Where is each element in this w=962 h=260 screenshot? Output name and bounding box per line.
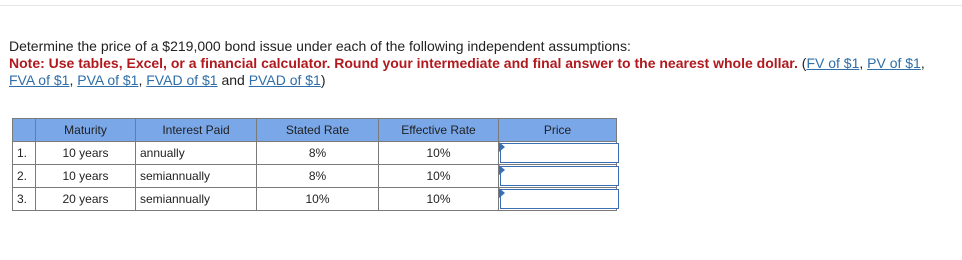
paren-open: ( bbox=[801, 55, 807, 71]
header-interest-paid: Interest Paid bbox=[136, 119, 257, 142]
link-separator: , bbox=[138, 72, 147, 88]
header-stated-rate: Stated Rate bbox=[257, 119, 379, 142]
question-note: Note: Use tables, Excel, or a financial calculator. Round your intermediate and final answer to the nearest whole dollar. bbox=[9, 55, 798, 71]
effective-rate-cell: 10% bbox=[379, 165, 499, 188]
table-row bbox=[13, 142, 617, 165]
stated-rate-cell: 10% bbox=[257, 188, 379, 211]
header-effective-rate: Effective Rate bbox=[379, 119, 499, 142]
link-separator: , bbox=[859, 55, 868, 71]
answer-flag-icon bbox=[499, 188, 505, 198]
link-fv-of-1[interactable]: FV of $1 bbox=[806, 55, 860, 71]
header-maturity: Maturity bbox=[36, 119, 136, 142]
header-price: Price bbox=[499, 119, 617, 142]
bond-table bbox=[12, 118, 617, 211]
stated-rate-cell: 8% bbox=[257, 165, 379, 188]
table-header-row bbox=[13, 119, 617, 142]
table-row bbox=[13, 165, 617, 188]
link-pv-of-1[interactable]: PV of $1 bbox=[867, 55, 921, 71]
row-number: 1. bbox=[13, 142, 36, 165]
link-and: and bbox=[217, 72, 249, 88]
effective-rate-cell: 10% bbox=[379, 188, 499, 211]
answer-flag-icon bbox=[499, 142, 505, 152]
price-cell bbox=[499, 165, 617, 188]
price-cell bbox=[499, 142, 617, 165]
link-fva-of-1[interactable]: FVA of $1 bbox=[9, 72, 70, 88]
interest-paid-cell: semiannually bbox=[136, 165, 257, 188]
link-separator: , bbox=[920, 55, 925, 71]
interest-paid-cell: annually bbox=[136, 142, 257, 165]
top-divider bbox=[0, 5, 962, 6]
link-fvad-of-1[interactable]: FVAD of $1 bbox=[146, 72, 218, 88]
stated-rate-cell: 8% bbox=[257, 142, 379, 165]
maturity-cell: 10 years bbox=[36, 165, 136, 188]
answer-flag-icon bbox=[499, 165, 505, 175]
link-pvad-of-1[interactable]: PVAD of $1 bbox=[248, 72, 321, 88]
question-prompt: Determine the price of a $219,000 bond issue under each of the following independent assumptions: bbox=[9, 38, 631, 54]
row-number: 3. bbox=[13, 188, 36, 211]
maturity-cell: 20 years bbox=[36, 188, 136, 211]
question-text bbox=[9, 38, 954, 89]
interest-paid-cell: semiannually bbox=[136, 188, 257, 211]
maturity-cell: 10 years bbox=[36, 142, 136, 165]
price-cell bbox=[499, 188, 617, 211]
paren-close: ) bbox=[320, 72, 326, 88]
header-number bbox=[13, 119, 36, 142]
link-separator: , bbox=[69, 72, 78, 88]
table-row bbox=[13, 188, 617, 211]
effective-rate-cell: 10% bbox=[379, 142, 499, 165]
link-pva-of-1[interactable]: PVA of $1 bbox=[77, 72, 139, 88]
price-input-2[interactable] bbox=[500, 166, 619, 186]
price-input-1[interactable] bbox=[500, 143, 619, 163]
price-input-3[interactable] bbox=[500, 189, 619, 209]
row-number: 2. bbox=[13, 165, 36, 188]
